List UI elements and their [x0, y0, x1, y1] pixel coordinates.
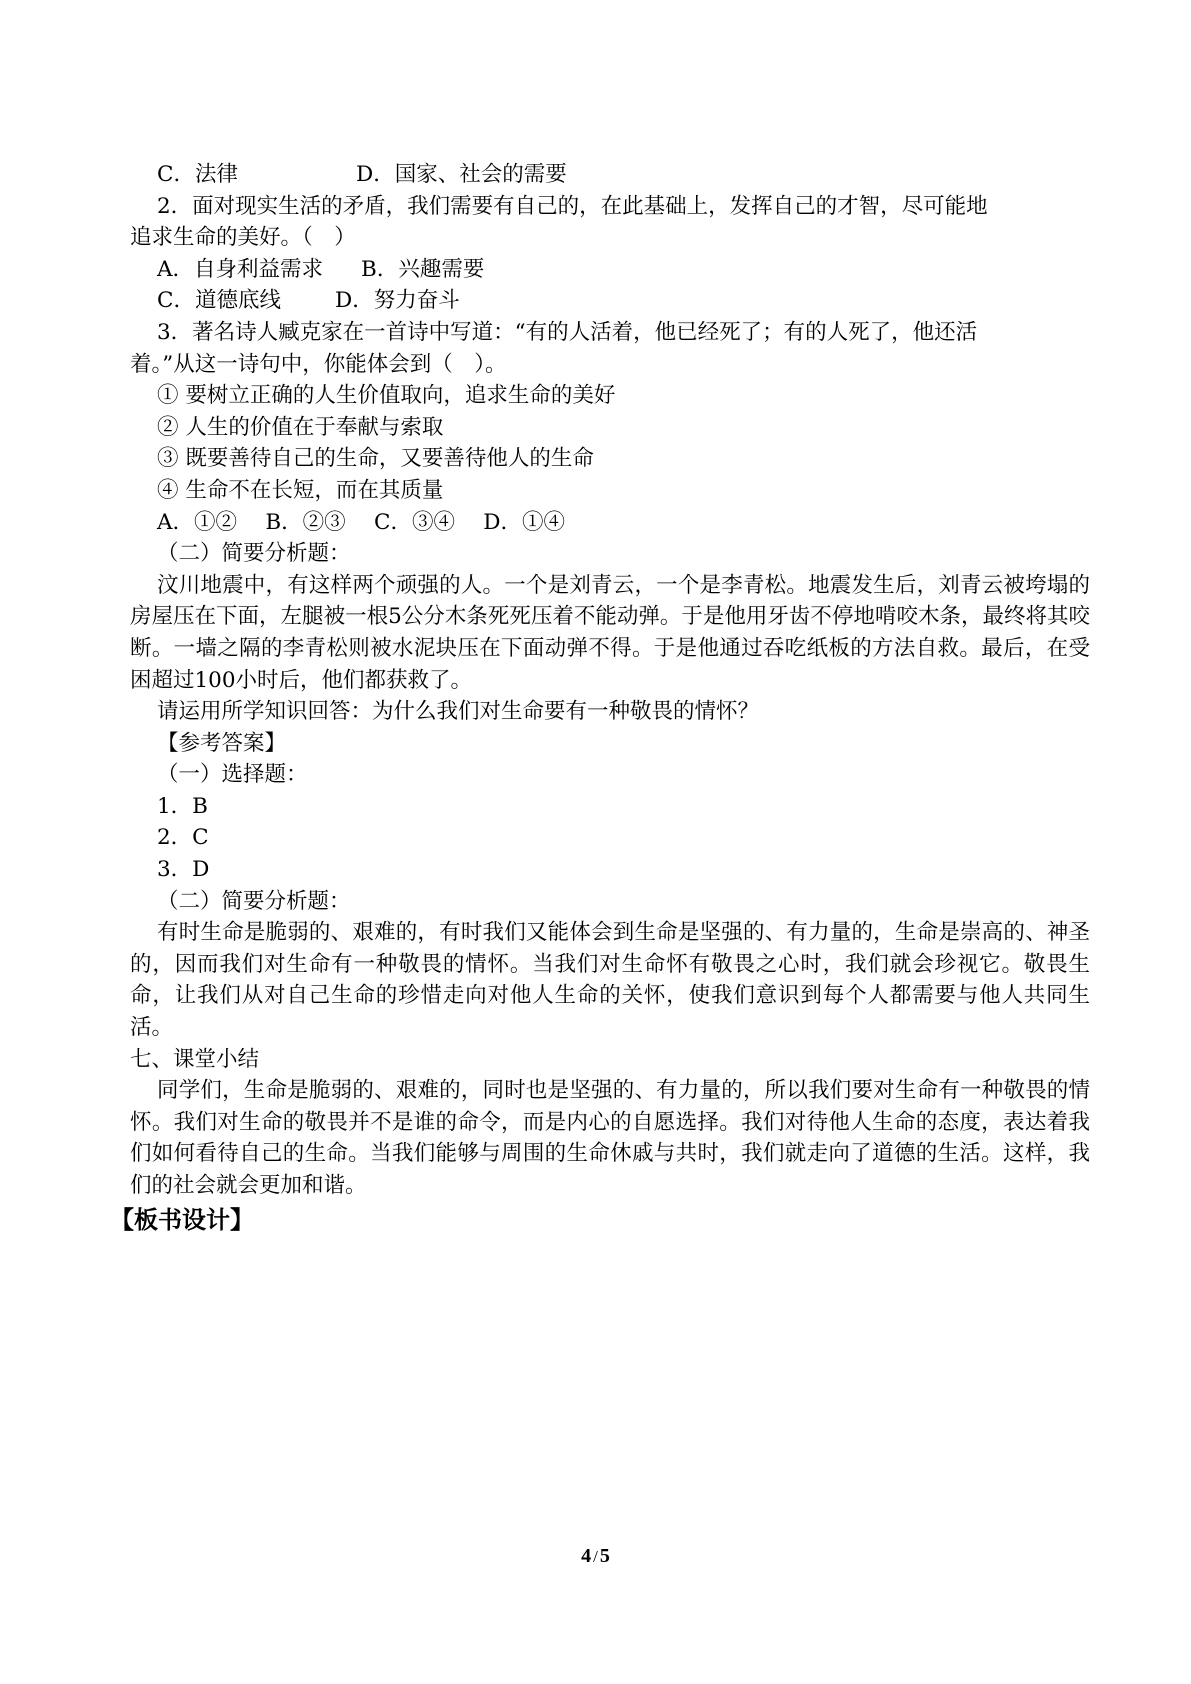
- q2-options-ab: [130, 254, 1090, 286]
- q1-option-d: D．国家、社会的需要: [355, 162, 567, 187]
- q3-stem-line2: 着。”从这一诗句中，你能体会到（ ）。: [130, 351, 507, 377]
- answer-2: 2．C: [157, 825, 209, 851]
- q2-option-b: B．兴趣需要: [361, 256, 485, 282]
- q3-answer-options: A．①② B．②③ C．③④ D．①④: [157, 509, 566, 535]
- q2-option-a: A．自身利益需求: [157, 256, 324, 282]
- q2-stem-line1: 2．面对现实生活的矛盾，我们需要有自己的，在此基础上，发挥自己的才智，尽可能地: [157, 193, 988, 219]
- q3-statement-3: ③ 既要善待自己的生命，又要善待他人的生命: [157, 446, 594, 472]
- q3-statement-1: ① 要树立正确的人生价值取向，追求生命的美好: [157, 383, 616, 409]
- page-number: [0, 1545, 1191, 1568]
- q2-option-d: D．努力奋斗: [334, 288, 460, 314]
- q2-stem-line2: 追求生命的美好。（ ）: [130, 225, 356, 251]
- page-total: 5: [599, 1545, 610, 1567]
- q2-option-c: C．道德底线: [157, 288, 281, 314]
- analysis-heading: （二）简要分析题：: [157, 541, 351, 567]
- q3-statement-4: ④ 生命不在长短，而在其质量: [157, 477, 444, 503]
- choice-answers-heading: （一）选择题：: [157, 762, 308, 788]
- analysis-question: 请运用所学知识回答：为什么我们对生命要有一种敬畏的情怀？: [157, 699, 760, 725]
- document-body: [110, 159, 1090, 1237]
- answer-3: 3．D: [157, 857, 210, 883]
- summary-paragraph: 同学们，生命是脆弱的、艰难的，同时也是坚强的、有力量的，所以我们要对生命有一种敬畏的情怀。我们对生命的敬畏并不是谁的命令，而是内心的自愿选择。我们对待他人生命的态度，表达着我们如何看待自己的生命。当我们能够与周围的生命休戚与共时，我们就走向了道德的生活。这样，我们的社会就会更加和谐。: [130, 1078, 1090, 1198]
- q2-options-cd: [130, 285, 1090, 317]
- analysis-answer-heading: （二）简要分析题：: [157, 888, 351, 914]
- answer-1: 1．B: [157, 793, 208, 819]
- q1-option-c: C．法律: [157, 162, 238, 187]
- section-7-heading: 七、课堂小结: [130, 1046, 260, 1072]
- board-design-heading: 【板书设计】: [110, 1205, 254, 1234]
- q3-stem-line1: 3．著名诗人臧克家在一首诗中写道：“有的人活着，他已经死了；有的人死了，他还活: [157, 319, 978, 345]
- page-current: 4: [581, 1545, 592, 1567]
- page-separator: /: [593, 1547, 598, 1566]
- reference-answer-heading: 【参考答案】: [157, 730, 287, 756]
- q1-options-cd: [130, 159, 1090, 191]
- analysis-paragraph: 汶川地震中，有这样两个顽强的人。一个是刘青云，一个是李青松。地震发生后，刘青云被垮塌的房屋压在下面，左腿被一根5公分木条死死压着不能动弹。于是他用牙齿不停地啃咬木条，最终将其咬断。一墙之隔的李青松则被水泥块压在下面动弹不得。于是他通过吞吃纸板的方法自救。最后，在受困超过100小时后，他们都获救了。: [130, 572, 1090, 693]
- q3-statement-2: ② 人生的价值在于奉献与索取: [157, 414, 444, 440]
- analysis-answer-paragraph: 有时生命是脆弱的、艰难的，有时我们又能体会到生命是坚强的、有力量的，生命是崇高的、神圣的，因而我们对生命有一种敬畏的情怀。当我们对生命怀有敬畏之心时，我们就会珍视它。敬畏生命，让我们从对自己生命的珍惜走向对他人生命的关怀，使我们意识到每个人都需要与他人共同生活。: [130, 920, 1090, 1041]
